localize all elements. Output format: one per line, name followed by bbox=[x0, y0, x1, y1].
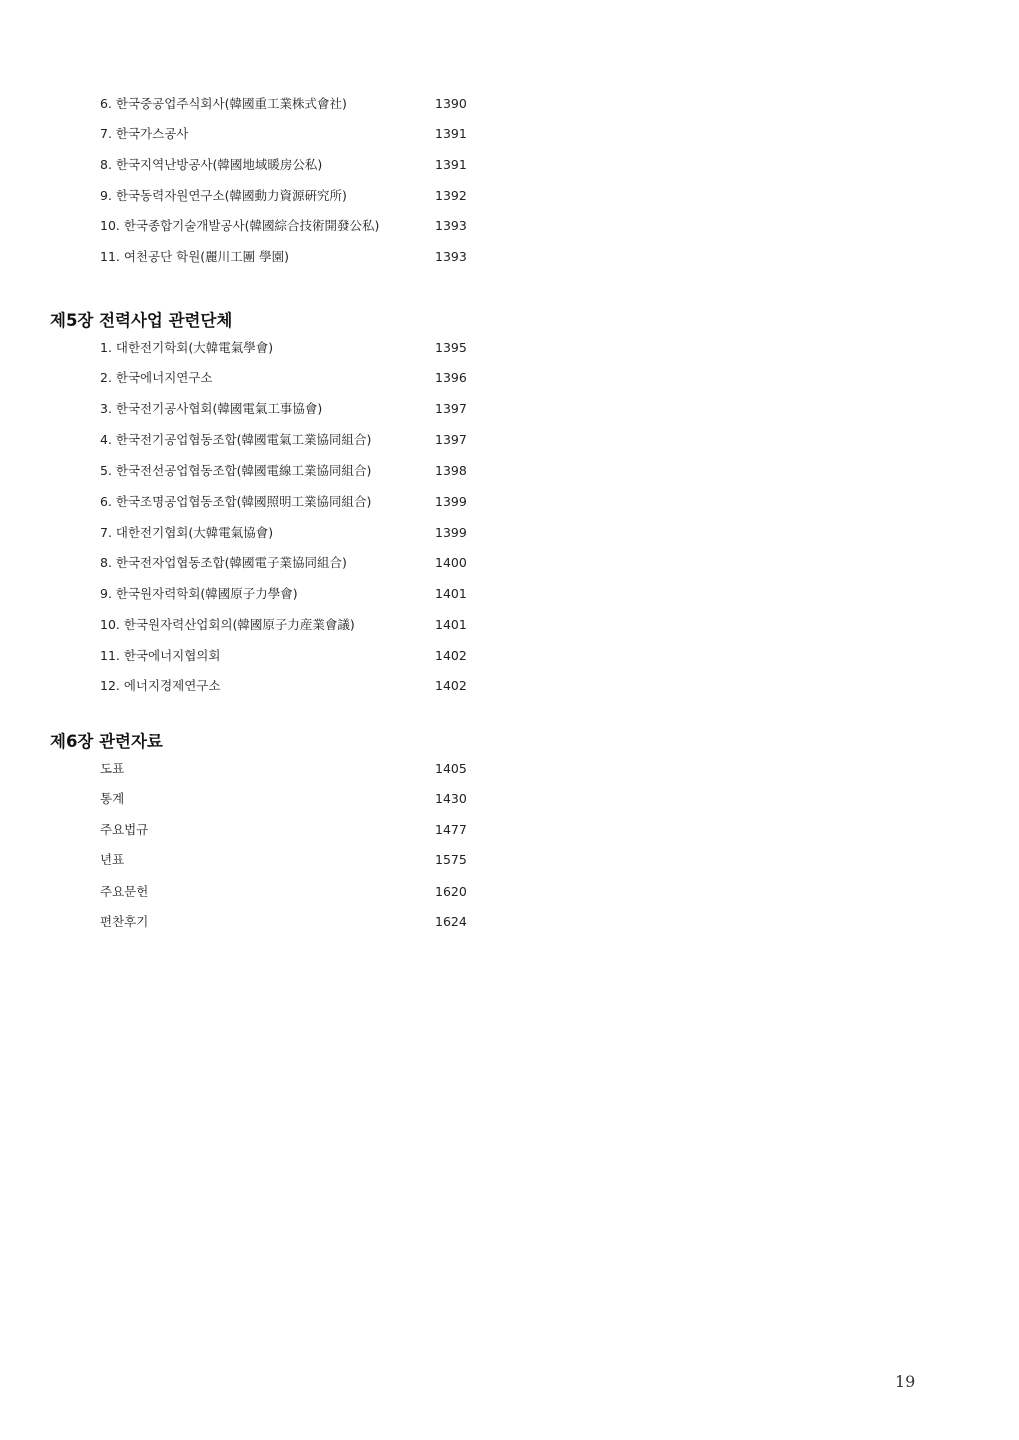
toc-entry-page: 1399 bbox=[435, 494, 467, 509]
toc-entry-title: 9. 한국원자력학회(韓國原子力學會) bbox=[100, 586, 298, 601]
toc-entry-title: 6. 한국중공업주식회사(韓國重工業株式會社) bbox=[100, 96, 347, 111]
toc-entry-title: 도표 bbox=[100, 761, 125, 776]
toc-entry-page: 1402 bbox=[435, 678, 467, 693]
toc-entry bbox=[100, 676, 470, 696]
toc-entry-title: 7. 한국가스공사 bbox=[100, 126, 189, 141]
toc-entry-page: 1477 bbox=[435, 822, 467, 837]
chapter-heading: 제6장 관련자료 bbox=[50, 732, 163, 751]
toc-entry-title: 3. 한국전기공사협회(韓國電氣工事協會) bbox=[100, 401, 323, 416]
toc-entry-page: 1400 bbox=[435, 555, 467, 570]
toc-entry bbox=[100, 338, 470, 358]
toc-entry-page: 1575 bbox=[435, 852, 467, 867]
toc-entry bbox=[100, 368, 470, 388]
toc-entry-title: 2. 한국에너지연구소 bbox=[100, 370, 213, 385]
toc-entry-title: 1. 대한전기학회(大韓電氣學會) bbox=[100, 340, 274, 355]
toc-entry-title: 9. 한국동력자원연구소(韓國動力資源硏究所) bbox=[100, 188, 347, 203]
toc-entry-title: 8. 한국전자업협동조합(韓國電子業協同組合) bbox=[100, 555, 347, 570]
toc-entry bbox=[100, 186, 470, 206]
toc-entry-title: 11. 여천공단 학원(麗川工團 學園) bbox=[100, 249, 290, 264]
toc-entry-page: 1395 bbox=[435, 340, 467, 355]
toc-entry bbox=[100, 155, 470, 175]
toc-entry bbox=[100, 94, 470, 114]
toc-entry bbox=[100, 461, 470, 481]
toc-entry-page: 1390 bbox=[435, 96, 467, 111]
toc-entry-page: 1397 bbox=[435, 432, 467, 447]
toc-entry-page: 1405 bbox=[435, 761, 467, 776]
toc-entry-page: 1391 bbox=[435, 157, 467, 172]
toc-entry bbox=[100, 247, 470, 267]
toc-entry-page: 1402 bbox=[435, 648, 467, 663]
toc-entry-page: 1430 bbox=[435, 791, 467, 806]
toc-entry bbox=[100, 430, 470, 450]
toc-entry bbox=[100, 759, 470, 779]
toc-entry-title: 주요법규 bbox=[100, 822, 149, 837]
toc-entry-page: 1624 bbox=[435, 914, 467, 929]
toc-entry-title: 10. 한국종합기술개발공사(韓國綜合技術開發公私) bbox=[100, 218, 380, 233]
toc-entry-title: 5. 한국전선공업협동조합(韓國電線工業協同組合) bbox=[100, 463, 372, 478]
toc-entry bbox=[100, 882, 470, 902]
page-number: 19 bbox=[895, 1372, 916, 1391]
toc-entry-title: 통계 bbox=[100, 791, 125, 806]
toc-entry-page: 1392 bbox=[435, 188, 467, 203]
toc-entry-title: 7. 대한전기협회(大韓電氣協會) bbox=[100, 525, 274, 540]
toc-entry bbox=[100, 584, 470, 604]
toc-entry bbox=[100, 850, 470, 870]
toc-entry bbox=[100, 523, 470, 543]
toc-entry bbox=[100, 615, 470, 635]
toc-entry-page: 1399 bbox=[435, 525, 467, 540]
toc-entry-title: 12. 에너지경제연구소 bbox=[100, 678, 221, 693]
toc-entry-title: 10. 한국원자력산업회의(韓國原子力産業會議) bbox=[100, 617, 355, 632]
toc-entry bbox=[100, 912, 470, 932]
toc-entry bbox=[100, 553, 470, 573]
toc-entry-page: 1391 bbox=[435, 126, 467, 141]
toc-entry-title: 년표 bbox=[100, 852, 125, 867]
toc-entry-title: 편찬후기 bbox=[100, 914, 149, 929]
toc-entry bbox=[100, 789, 470, 809]
toc-entry-title: 6. 한국조명공업협동조합(韓國照明工業協同組合) bbox=[100, 494, 372, 509]
toc-entry-page: 1620 bbox=[435, 884, 467, 899]
toc-entry-title: 4. 한국전기공업협동조합(韓國電氣工業協同組合) bbox=[100, 432, 372, 447]
toc-entry bbox=[100, 216, 470, 236]
toc-entry-page: 1397 bbox=[435, 401, 467, 416]
toc-entry bbox=[100, 124, 470, 144]
toc-entry-page: 1398 bbox=[435, 463, 467, 478]
toc-entry-page: 1401 bbox=[435, 586, 467, 601]
toc-entry-page: 1401 bbox=[435, 617, 467, 632]
toc-entry-page: 1396 bbox=[435, 370, 467, 385]
toc-entry bbox=[100, 646, 470, 666]
toc-entry bbox=[100, 399, 470, 419]
toc-entry-title: 8. 한국지역난방공사(韓國地域暖房公私) bbox=[100, 157, 323, 172]
toc-entry bbox=[100, 820, 470, 840]
toc-entry-page: 1393 bbox=[435, 249, 467, 264]
toc-entry-page: 1393 bbox=[435, 218, 467, 233]
toc-entry bbox=[100, 492, 470, 512]
toc-entry-title: 11. 한국에너지협의회 bbox=[100, 648, 221, 663]
toc-entry-title: 주요문헌 bbox=[100, 884, 149, 899]
chapter-heading: 제5장 전력사업 관련단체 bbox=[50, 311, 233, 330]
